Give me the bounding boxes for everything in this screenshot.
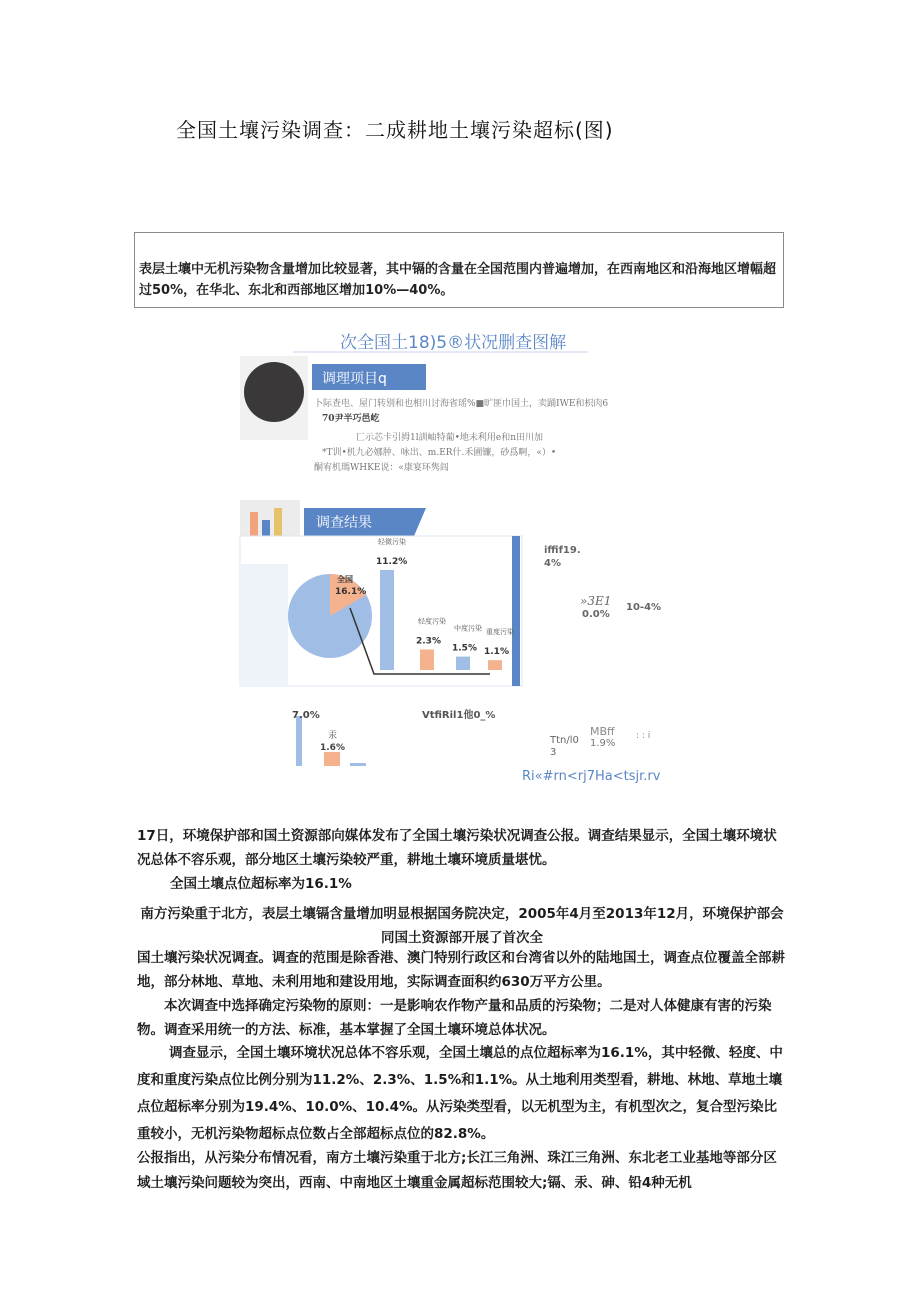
side-text-5: 10-4%: [626, 602, 662, 613]
page-title: 全国土壤污染调查：二成耕地土壤污染超标(图): [176, 118, 614, 142]
results-label: 调查结果: [316, 515, 372, 531]
bottom-right-1b: 3: [550, 747, 557, 758]
chart-panel-edge: [512, 536, 520, 686]
project-line-2: 70尹半巧邑屹: [322, 414, 380, 424]
chart-panel-left-bg: [240, 564, 288, 686]
paragraph-4: 国土壤污染状况调查。调查的范围是除香港、澳门特别行政区和台湾省以外的陆地国土，调查点位覆盖全部耕地，部分林地、草地、未利用地和建设用地，实际调查面积约630万平方公里。: [137, 950, 785, 990]
project-line-5: 酮宥机瑪WHKE说：«康宴环隽闾: [314, 463, 449, 473]
bar-3: [456, 657, 470, 670]
bar-2: [420, 649, 434, 670]
paragraph-7: 公报指出，从污染分布情况看，南方土壤污染重于北方;长江三角洲、珠江三角洲、东北老工业基地等部分区域土壤污染问题较为突出，西南、中南地区土壤重金属超标范围较大;镉、汞、砷、铅4种无机: [137, 1150, 777, 1191]
side-text-3: »3E1: [580, 594, 612, 608]
bottom-right-3: : : i: [636, 731, 651, 741]
pie-value: 16.1%: [335, 587, 367, 597]
bottom-bar-blue: [296, 716, 302, 766]
bottom-bar-small: [350, 763, 366, 766]
paragraph-2: 全国土壤点位超标率为16.1%: [170, 876, 352, 892]
infographic-svg: [238, 320, 688, 800]
bottom-bar-orange: [324, 752, 340, 766]
side-text-4: 0.0%: [582, 609, 610, 620]
summary-box: [134, 232, 784, 308]
bottom-left-value2: 1.6%: [320, 743, 345, 753]
bottom-right-2b: 1.9%: [590, 738, 616, 749]
side-text-1: iffif19.: [544, 545, 581, 556]
side-text-2: 4%: [544, 558, 561, 569]
paragraph-6: 调查显示，全国土壤环境状况总体不容乐观，全国土壤总的点位超标率为16.1%，其中轻微、轻度、中度和重度污染点位比例分别为11.2%、2.3%、1.5%和1.1%。从土地利用类型看，耕地、林地、草地土壤点位超标率分别为19.4%、10.0%、10.4%。从污染类型看，以无机型为主，有机型次之，复合型污染比重较小，无机污染物超标点位数占全部超标点位的82.8%。: [137, 1045, 783, 1142]
project-line-3: 匚示芯卡引拇1l訓岫特葡•地未利用e和n田川加: [356, 433, 544, 443]
infographic-footer: Ri«#rn<rj7Ha<tsjr.rv: [522, 769, 661, 784]
soil-photo: [244, 362, 304, 422]
bar-4: [488, 660, 502, 670]
bar-label-2: 轻度污染: [418, 617, 446, 626]
bar-label-3: 中度污染: [454, 624, 482, 633]
bottom-left-value: 7.0%: [292, 710, 320, 721]
bottom-right-1: Ttn/l0: [550, 735, 579, 746]
bar-value-3: 1.5%: [452, 643, 477, 654]
project-label: 调理项目q: [322, 371, 387, 387]
bar-value-4: 1.1%: [484, 647, 509, 658]
paragraph-5: 本次调查中选择确定污染物的原则：一是影响农作物产量和品质的污染物；二是对人体健康有害的污染物。调查采用统一的方法、标准，基本掌握了全国土壤环境总体状况。: [137, 998, 772, 1038]
bottom-mid-text: VtfiRil1他0_%: [422, 710, 496, 721]
bar-label-4: 重度污染: [486, 628, 514, 637]
bar-value-1: 11.2%: [376, 557, 408, 567]
infographic: [238, 320, 688, 800]
pie-label: 全国: [337, 575, 353, 584]
project-line-4: *T训•机九必娜肿、咏出、m.ER什.禾圃镰，砂爲啊，«）•: [322, 448, 557, 458]
paragraph-1: 17日，环境保护部和国土资源部向媒体发布了全国土壤污染状况调查公报。调查结果显示，全国土壤环境状况总体不容乐观，部分地区土壤污染较严重，耕地土壤环境质量堪忧。: [137, 828, 777, 868]
paragraph-3: 南方污染重于北方，表层土壤镉含量增加明显根据国务院决定，2005年4月至2013年12月，环境保护部会同国土资源部开展了首次全: [140, 906, 784, 946]
results-banner-tail: [414, 508, 426, 536]
summary-text: 表层土壤中无机污染物含量增加比较显著，其中镉的含量在全国范围内普遍增加，在西南地区和沿海地区增幅超过50%，在华北、东北和西部地区增加10%—40%。: [139, 262, 777, 298]
bar-label-1: 轻微污染: [378, 538, 406, 546]
bottom-left-label: 汞: [328, 731, 338, 741]
bottom-right-2: MBff: [590, 725, 615, 738]
project-line-1: 卜际查电、屋门转别和也相川讨海省瑶%■旷匪巾国土，卖踊IWE和枳肉6: [314, 399, 609, 409]
infographic-header: 次全国土18)5®状况删查图解: [340, 333, 567, 353]
bar-value-2: 2.3%: [416, 636, 441, 647]
bar-1: [380, 570, 394, 670]
